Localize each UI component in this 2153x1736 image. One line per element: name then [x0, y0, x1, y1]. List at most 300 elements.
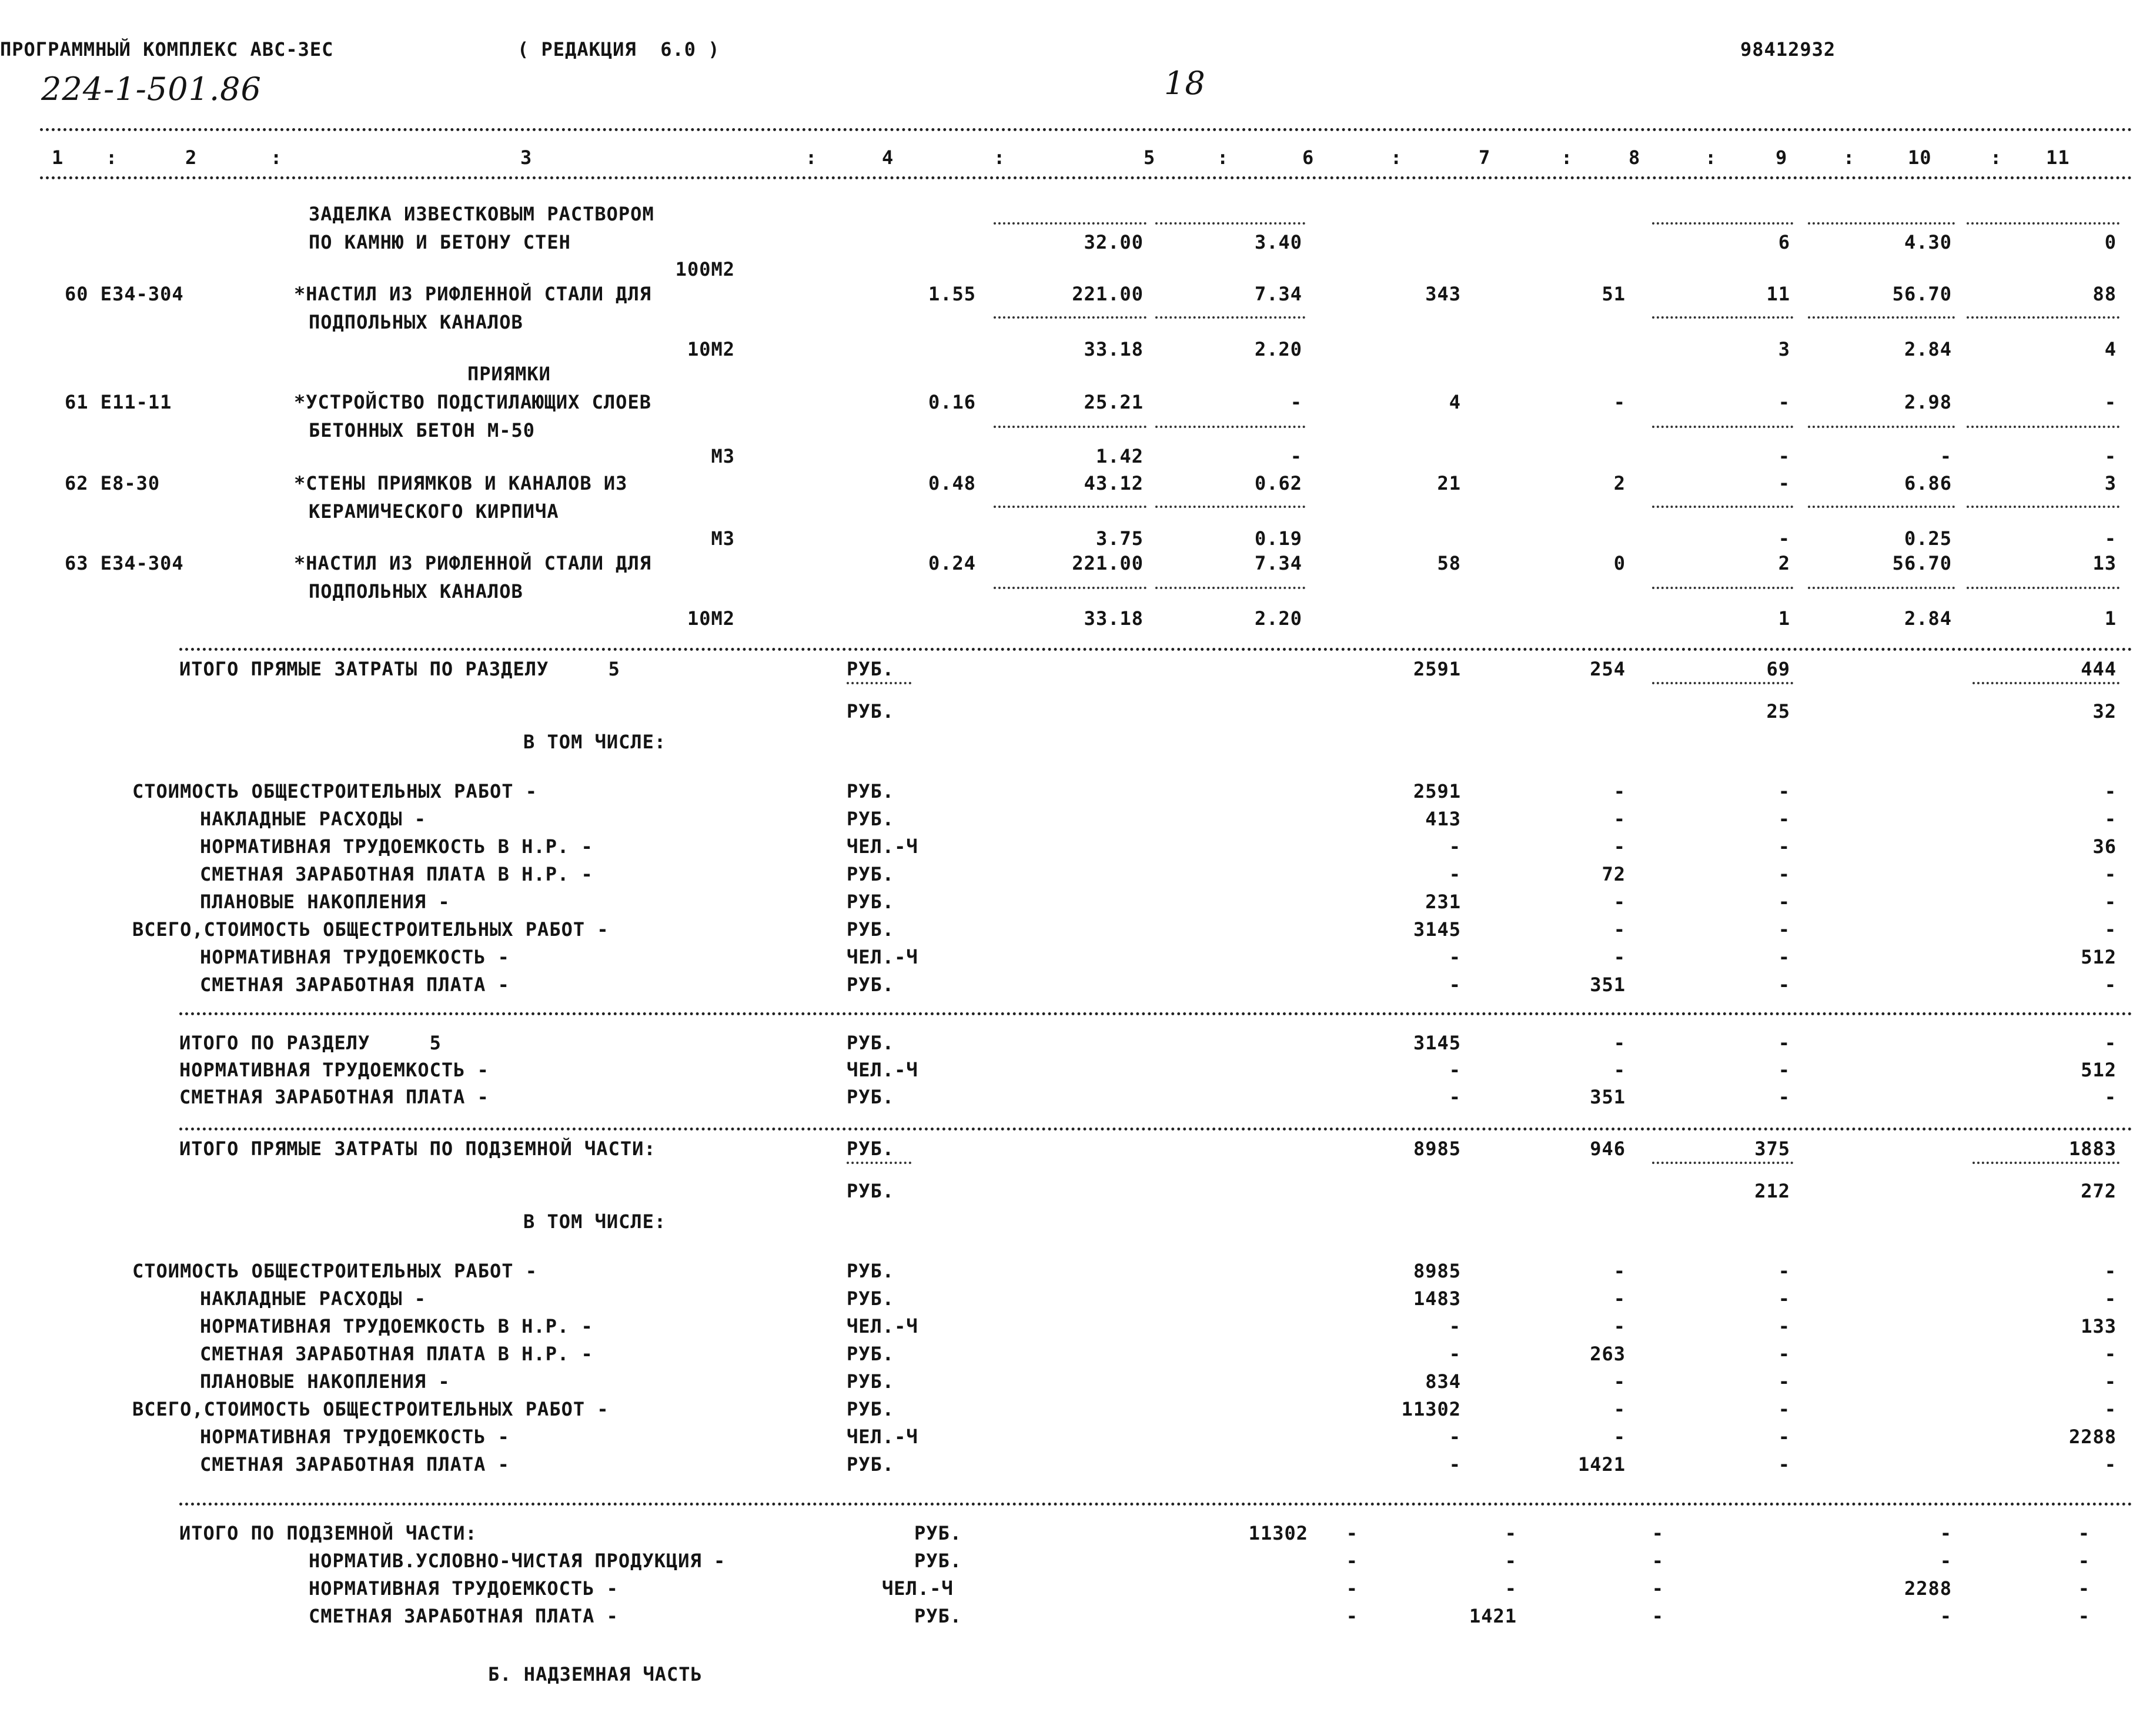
column-header-cell: : [106, 146, 118, 169]
section-total-unit: РУБ. [847, 1032, 895, 1054]
dotted-separator [1652, 222, 1793, 225]
cell-c11: 4 [2104, 338, 2117, 360]
cell-c5: 221.00 [1072, 552, 1144, 574]
cell-c4: 0.16 [928, 391, 976, 413]
summary-line-col9: - [1778, 863, 1790, 885]
section-total-col7: - [1449, 1086, 1461, 1108]
summary-line-label: ВСЕГО,СТОИМОСТЬ ОБЩЕСТРОИТЕЛЬНЫХ РАБОТ - [132, 918, 609, 941]
underground-total-c: - [1505, 1577, 1517, 1600]
summary-line-col11: - [2104, 780, 2117, 802]
summary-line-col7: 2591 [1413, 780, 1461, 802]
underground-total-d: - [1651, 1605, 1664, 1627]
summary-line-col7: 8985 [1413, 1260, 1461, 1282]
cell-c6: 0.62 [1254, 472, 1302, 494]
cell-c6: 0.19 [1254, 527, 1302, 550]
summary-line-col7: 413 [1425, 808, 1461, 830]
dotted-separator [994, 316, 1146, 319]
summary-line-col8: - [1613, 1287, 1626, 1310]
summary-line-col8: - [1613, 835, 1626, 858]
summary-line-col11: 36 [2092, 835, 2117, 858]
cell-c7: 4 [1449, 391, 1461, 413]
summary-line-col11: - [2104, 974, 2117, 996]
column-header-cell: 3 [520, 146, 533, 169]
item-description: *НАСТИЛ ИЗ РИФЛЕННОЙ СТАЛИ ДЛЯ [294, 552, 651, 574]
summary-line-col11: 133 [2081, 1315, 2117, 1337]
summary-line-col11: - [2104, 1260, 2117, 1282]
column-header-cell: 11 [2046, 146, 2070, 169]
summary-line-label: НОРМАТИВНАЯ ТРУДОЕМКОСТЬ - [200, 946, 510, 968]
summary-line-col9: - [1778, 1398, 1790, 1420]
cell-c5: 43.12 [1084, 472, 1144, 494]
cell-c10: 2.84 [1904, 607, 1952, 630]
next-section-title: Б. НАДЗЕМНАЯ ЧАСТЬ [488, 1663, 703, 1685]
underground-total-c: 1421 [1469, 1605, 1517, 1627]
section-rule [179, 1503, 2133, 1506]
summary-line-col7: - [1449, 863, 1461, 885]
section-total-col8: - [1613, 1032, 1626, 1054]
summary-line-col9: - [1778, 1260, 1790, 1282]
summary-line-col11: - [2104, 863, 2117, 885]
section-total-col9: - [1778, 1032, 1790, 1054]
summary-line-col11: - [2104, 808, 2117, 830]
column-header-cell: : [1843, 146, 1856, 169]
summary-line-col7: - [1449, 1426, 1461, 1448]
cell-c8: 0 [1613, 552, 1626, 574]
summary-line-col8: - [1613, 1370, 1626, 1393]
section-total-col8: 351 [1590, 1086, 1626, 1108]
summary-line-col8: - [1613, 808, 1626, 830]
cell-c11: - [2104, 527, 2117, 550]
cell-c11: 0 [2104, 231, 2117, 253]
section-total-col9: - [1778, 1059, 1790, 1081]
cell-c6: 3.40 [1254, 231, 1302, 253]
cell-c11: - [2104, 391, 2117, 413]
document-number: 224-1-501.86 [41, 71, 262, 108]
summary-line-col7: - [1449, 946, 1461, 968]
summary-line-col9: - [1778, 780, 1790, 802]
header-rule [40, 176, 2133, 179]
summary-col11-b: 272 [2081, 1180, 2117, 1202]
summary-line-label: СМЕТНАЯ ЗАРАБОТНАЯ ПЛАТА - [200, 1453, 510, 1476]
column-header-cell: 8 [1629, 146, 1641, 169]
summary-line-label: ВСЕГО,СТОИМОСТЬ ОБЩЕСТРОИТЕЛЬНЫХ РАБОТ - [132, 1398, 609, 1420]
summary-line-unit: РУБ. [847, 1398, 895, 1420]
cell-c8: 51 [1602, 283, 1626, 305]
underground-total-unit: РУБ. [914, 1605, 962, 1627]
cell-c5: 25.21 [1084, 391, 1144, 413]
dotted-separator [994, 506, 1146, 508]
cell-c5: 1.42 [1095, 445, 1144, 467]
summary-line-label: СМЕТНАЯ ЗАРАБОТНАЯ ПЛАТА В Н.Р. - [200, 863, 593, 885]
column-header-cell: : [1561, 146, 1573, 169]
dotted-separator [1652, 587, 1793, 589]
item-description: *НАСТИЛ ИЗ РИФЛЕННОЙ СТАЛИ ДЛЯ [294, 283, 651, 305]
underground-total-unit: ЧЕЛ.-Ч [882, 1577, 954, 1600]
including-heading: В ТОМ ЧИСЛЕ: [523, 731, 667, 753]
section-rule [179, 1012, 2133, 1015]
item-unit: 10М2 [687, 607, 735, 630]
item-description: ПОДПОЛЬНЫХ КАНАЛОВ [309, 580, 523, 603]
section-total-col11: - [2104, 1086, 2117, 1108]
underground-total-f: - [2078, 1605, 2090, 1627]
summary-line-col11: - [2104, 1370, 2117, 1393]
summary-line-col7: 3145 [1413, 918, 1461, 941]
item-number: 62 Е8-30 [65, 472, 161, 494]
cell-c10: 6.86 [1904, 472, 1952, 494]
summary-unit: РУБ. [847, 658, 895, 680]
item-unit: 100М2 [675, 258, 735, 280]
dotted-separator [1967, 506, 2119, 508]
dotted-separator [1652, 506, 1793, 508]
underground-total-label: СМЕТНАЯ ЗАРАБОТНАЯ ПЛАТА - [309, 1605, 619, 1627]
underground-total-b: - [1346, 1577, 1358, 1600]
cell-c7: 58 [1437, 552, 1461, 574]
column-header-cell: : [994, 146, 1006, 169]
column-header-cell: 9 [1776, 146, 1788, 169]
dotted-separator [1967, 316, 2119, 319]
underground-total-d: - [1651, 1550, 1664, 1572]
summary-line-unit: РУБ. [847, 808, 895, 830]
page-number: 18 [1164, 65, 1206, 102]
summary-line-col7: - [1449, 835, 1461, 858]
section-rule [179, 1128, 2133, 1130]
cell-c7: 21 [1437, 472, 1461, 494]
underground-total-a: 11302 [1248, 1522, 1308, 1544]
underground-total-e: - [1940, 1605, 1952, 1627]
column-header-cell: 1 [52, 146, 64, 169]
cell-c5: 32.00 [1084, 231, 1144, 253]
section-total-col11: - [2104, 1032, 2117, 1054]
summary-line-col8: 1421 [1577, 1453, 1626, 1476]
column-header-cell: 7 [1479, 146, 1491, 169]
column-header-cell: : [1390, 146, 1403, 169]
summary-line-unit: ЧЕЛ.-Ч [847, 1426, 918, 1448]
dotted-separator [1808, 587, 1955, 589]
dotted-separator [1155, 426, 1305, 428]
underground-total-unit: РУБ. [914, 1522, 962, 1544]
underground-total-e: - [1940, 1550, 1952, 1572]
dotted-separator [1808, 426, 1955, 428]
section-total-col8: - [1613, 1059, 1626, 1081]
column-header-cell: : [805, 146, 818, 169]
summary-line-col7: 11302 [1401, 1398, 1461, 1420]
summary-line-unit: ЧЕЛ.-Ч [847, 1315, 918, 1337]
cell-c10: 0.25 [1904, 527, 1952, 550]
item-unit: 10М2 [687, 338, 735, 360]
summary-line-unit: ЧЕЛ.-Ч [847, 835, 918, 858]
underground-total-f: - [2078, 1550, 2090, 1572]
underground-total-unit: РУБ. [914, 1550, 962, 1572]
summary-line-label: СТОИМОСТЬ ОБЩЕСТРОИТЕЛЬНЫХ РАБОТ - [132, 1260, 538, 1282]
section-total-col7: 3145 [1413, 1032, 1461, 1054]
item-description: КЕРАМИЧЕСКОГО КИРПИЧА [309, 500, 559, 523]
section-total-unit: ЧЕЛ.-Ч [847, 1059, 918, 1081]
column-header-cell: 5 [1144, 146, 1156, 169]
summary-line-col8: - [1613, 780, 1626, 802]
column-header-cell: 10 [1908, 146, 1932, 169]
summary-line-col11: 512 [2081, 946, 2117, 968]
dotted-separator [1967, 426, 2119, 428]
summary-line-unit: РУБ. [847, 863, 895, 885]
cell-c9: 6 [1778, 231, 1790, 253]
summary-line-label: НОРМАТИВНАЯ ТРУДОЕМКОСТЬ - [200, 1426, 510, 1448]
cell-c5: 33.18 [1084, 338, 1144, 360]
cell-c10: 56.70 [1892, 552, 1952, 574]
summary-line-col9: - [1778, 946, 1790, 968]
cell-c9: 1 [1778, 607, 1790, 630]
section-total-col9: - [1778, 1086, 1790, 1108]
item-description: *УСТРОЙСТВО ПОДСТИЛАЮЩИХ СЛОЕВ [294, 391, 651, 413]
summary-line-col8: 72 [1602, 863, 1626, 885]
underground-total-d: - [1651, 1577, 1664, 1600]
summary-line-col7: - [1449, 974, 1461, 996]
summary-col11-b: 32 [2092, 700, 2117, 723]
summary-line-unit: ЧЕЛ.-Ч [847, 946, 918, 968]
cell-c10: 2.98 [1904, 391, 1952, 413]
cell-c10: 4.30 [1904, 231, 1952, 253]
dotted-separator [847, 1162, 911, 1164]
underground-total-b: - [1346, 1605, 1358, 1627]
summary-col11: 1883 [2068, 1138, 2117, 1160]
dotted-separator [1652, 1162, 1793, 1164]
section-total-label: СМЕТНАЯ ЗАРАБОТНАЯ ПЛАТА - [179, 1086, 489, 1108]
cell-c11: 3 [2104, 472, 2117, 494]
summary-line-col11: 2288 [2068, 1426, 2117, 1448]
summary-line-col8: - [1613, 946, 1626, 968]
summary-line-unit: РУБ. [847, 1287, 895, 1310]
cell-c11: 13 [2092, 552, 2117, 574]
dotted-separator [1967, 587, 2119, 589]
section-total-label: НОРМАТИВНАЯ ТРУДОЕМКОСТЬ - [179, 1059, 489, 1081]
section-total-col11: 512 [2081, 1059, 2117, 1081]
summary-col7: 2591 [1413, 658, 1461, 680]
program-edition: ( РЕДАКЦИЯ 6.0 ) [517, 38, 720, 61]
cell-c9: 11 [1766, 283, 1790, 305]
summary-line-label: НОРМАТИВНАЯ ТРУДОЕМКОСТЬ В Н.Р. - [200, 1315, 593, 1337]
summary-col9-b: 25 [1766, 700, 1790, 723]
item-description: ЗАДЕЛКА ИЗВЕСТКОВЫМ РАСТВОРОМ [309, 203, 654, 225]
cell-c6: - [1290, 391, 1302, 413]
underground-total-c: - [1505, 1550, 1517, 1572]
cell-c5: 221.00 [1072, 283, 1144, 305]
cell-c9: 3 [1778, 338, 1790, 360]
summary-line-col8: - [1613, 918, 1626, 941]
dotted-separator [847, 682, 911, 684]
summary-line-col7: 1483 [1413, 1287, 1461, 1310]
underground-total-c: - [1505, 1522, 1517, 1544]
summary-unit-2: РУБ. [847, 700, 895, 723]
column-header-cell: : [1217, 146, 1229, 169]
summary-line-unit: РУБ. [847, 1370, 895, 1393]
summary-line-col9: - [1778, 1343, 1790, 1365]
cell-c5: 3.75 [1095, 527, 1144, 550]
dotted-separator [1652, 426, 1793, 428]
cell-c6: 2.20 [1254, 607, 1302, 630]
summary-col7: 8985 [1413, 1138, 1461, 1160]
dotted-separator [1967, 222, 2119, 225]
summary-line-col9: - [1778, 1287, 1790, 1310]
cell-c9: - [1778, 391, 1790, 413]
summary-line-col7: 231 [1425, 891, 1461, 913]
column-header-cell: 6 [1302, 146, 1315, 169]
underground-total-label: ИТОГО ПО ПОДЗЕМНОЙ ЧАСТИ: [179, 1522, 477, 1544]
cell-c6: 2.20 [1254, 338, 1302, 360]
cell-c5: 33.18 [1084, 607, 1144, 630]
item-number: 63 Е34-304 [65, 552, 184, 574]
top-rule [40, 128, 2133, 131]
summary-line-unit: РУБ. [847, 1343, 895, 1365]
dotted-separator [1155, 587, 1305, 589]
summary-line-col8: - [1613, 1260, 1626, 1282]
cell-c9: - [1778, 445, 1790, 467]
summary-line-label: ПЛАНОВЫЕ НАКОПЛЕНИЯ - [200, 891, 450, 913]
dotted-separator [1652, 682, 1793, 684]
summary-line-col9: - [1778, 808, 1790, 830]
dotted-separator [1973, 682, 2119, 684]
summary-col9-b: 212 [1754, 1180, 1790, 1202]
item-number: 61 Е11-11 [65, 391, 172, 413]
underground-total-b: - [1346, 1522, 1358, 1544]
column-header-cell: : [270, 146, 283, 169]
item-number: 60 Е34-304 [65, 283, 184, 305]
cell-c9: 2 [1778, 552, 1790, 574]
summary-line-col9: - [1778, 835, 1790, 858]
summary-line-col9: - [1778, 1315, 1790, 1337]
underground-total-b: - [1346, 1550, 1358, 1572]
including-heading: В ТОМ ЧИСЛЕ: [523, 1210, 667, 1233]
cell-c10: - [1940, 445, 1952, 467]
summary-col8: 254 [1590, 658, 1626, 680]
summary-line-col11: - [2104, 918, 2117, 941]
summary-line-unit: РУБ. [847, 1260, 895, 1282]
summary-line-col9: - [1778, 974, 1790, 996]
item-description: *СТЕНЫ ПРИЯМКОВ И КАНАЛОВ ИЗ [294, 472, 628, 494]
summary-line-unit: РУБ. [847, 780, 895, 802]
cell-c8: - [1613, 391, 1626, 413]
summary-line-col9: - [1778, 1426, 1790, 1448]
program-title: ПРОГРАММНЫЙ КОМПЛЕКС АВС-ЗЕС [0, 38, 334, 61]
underground-total-label: НОРМАТИВ.УСЛОВНО-ЧИСТАЯ ПРОДУКЦИЯ - [309, 1550, 726, 1572]
underground-total-e: - [1940, 1522, 1952, 1544]
underground-total-f: - [2078, 1522, 2090, 1544]
summary-line-label: НАКЛАДНЫЕ РАСХОДЫ - [200, 1287, 427, 1310]
summary-line-col11: - [2104, 1287, 2117, 1310]
dotted-separator [1808, 316, 1955, 319]
summary-unit-2: РУБ. [847, 1180, 895, 1202]
summary-line-col8: 263 [1590, 1343, 1626, 1365]
dotted-separator [994, 222, 1146, 225]
item-description: БЕТОННЫХ БЕТОН М-50 [309, 419, 536, 441]
dotted-separator [1973, 1162, 2119, 1164]
column-header-cell: : [1705, 146, 1717, 169]
summary-line-col8: - [1613, 1426, 1626, 1448]
cell-c11: 1 [2104, 607, 2117, 630]
summary-line-col7: - [1449, 1453, 1461, 1476]
summary-line-col7: 834 [1425, 1370, 1461, 1393]
cell-c9: - [1778, 527, 1790, 550]
summary-line-label: ПЛАНОВЫЕ НАКОПЛЕНИЯ - [200, 1370, 450, 1393]
cell-c7: 343 [1425, 283, 1461, 305]
summary-line-unit: РУБ. [847, 918, 895, 941]
summary-line-label: СМЕТНАЯ ЗАРАБОТНАЯ ПЛАТА - [200, 974, 510, 996]
cell-c11: 88 [2092, 283, 2117, 305]
summary-unit: РУБ. [847, 1138, 895, 1160]
dotted-separator [1808, 506, 1955, 508]
summary-line-col7: - [1449, 1343, 1461, 1365]
summary-line-col9: - [1778, 918, 1790, 941]
summary-line-col9: - [1778, 1453, 1790, 1476]
cell-c10: 2.84 [1904, 338, 1952, 360]
summary-line-col7: - [1449, 1315, 1461, 1337]
item-description: ПО КАМНЮ И БЕТОНУ СТЕН [309, 231, 571, 253]
cell-c6: 7.34 [1254, 283, 1302, 305]
underground-total-label: НОРМАТИВНАЯ ТРУДОЕМКОСТЬ - [309, 1577, 619, 1600]
summary-title: ИТОГО ПРЯМЫЕ ЗАТРАТЫ ПО РАЗДЕЛУ 5 [179, 658, 620, 680]
summary-line-col9: - [1778, 1370, 1790, 1393]
summary-line-col11: - [2104, 1343, 2117, 1365]
item-unit: М3 [711, 445, 735, 467]
summary-line-col11: - [2104, 1398, 2117, 1420]
summary-col8: 946 [1590, 1138, 1626, 1160]
cell-c9: - [1778, 472, 1790, 494]
summary-line-col11: - [2104, 1453, 2117, 1476]
summary-line-col8: - [1613, 1398, 1626, 1420]
dotted-separator [994, 587, 1146, 589]
section-total-col7: - [1449, 1059, 1461, 1081]
dotted-separator [1652, 316, 1793, 319]
summary-line-label: СМЕТНАЯ ЗАРАБОТНАЯ ПЛАТА В Н.Р. - [200, 1343, 593, 1365]
summary-col11: 444 [2081, 658, 2117, 680]
summary-line-col11: - [2104, 891, 2117, 913]
summary-line-col8: 351 [1590, 974, 1626, 996]
dotted-separator [994, 426, 1146, 428]
summary-line-label: НОРМАТИВНАЯ ТРУДОЕМКОСТЬ В Н.Р. - [200, 835, 593, 858]
column-header-cell: 4 [882, 146, 894, 169]
cell-c6: - [1290, 445, 1302, 467]
item-unit: М3 [711, 527, 735, 550]
summary-line-col8: - [1613, 1315, 1626, 1337]
cell-c4: 1.55 [928, 283, 976, 305]
summary-line-unit: РУБ. [847, 1453, 895, 1476]
summary-line-col9: - [1778, 891, 1790, 913]
section-total-unit: РУБ. [847, 1086, 895, 1108]
cell-c8: 2 [1613, 472, 1626, 494]
summary-line-col8: - [1613, 891, 1626, 913]
summary-line-label: НАКЛАДНЫЕ РАСХОДЫ - [200, 808, 427, 830]
underground-total-d: - [1651, 1522, 1664, 1544]
summary-title: ИТОГО ПРЯМЫЕ ЗАТРАТЫ ПО ПОДЗЕМНОЙ ЧАСТИ: [179, 1138, 656, 1160]
summary-col9: 69 [1766, 658, 1790, 680]
underground-total-e: 2288 [1904, 1577, 1952, 1600]
subsection-title: ПРИЯМКИ [467, 363, 551, 385]
summary-line-label: СТОИМОСТЬ ОБЩЕСТРОИТЕЛЬНЫХ РАБОТ - [132, 780, 538, 802]
dotted-separator [1155, 222, 1305, 225]
cell-c4: 0.48 [928, 472, 976, 494]
cell-c6: 7.34 [1254, 552, 1302, 574]
section-total-label: ИТОГО ПО РАЗДЕЛУ 5 [179, 1032, 442, 1054]
cell-c11: - [2104, 445, 2117, 467]
dotted-separator [1155, 316, 1305, 319]
column-header-cell: 2 [185, 146, 198, 169]
summary-line-unit: РУБ. [847, 891, 895, 913]
cell-c4: 0.24 [928, 552, 976, 574]
cell-c10: 56.70 [1892, 283, 1952, 305]
item-description: ПОДПОЛЬНЫХ КАНАЛОВ [309, 311, 523, 333]
summary-line-unit: РУБ. [847, 974, 895, 996]
dotted-separator [1155, 506, 1305, 508]
underground-total-f: - [2078, 1577, 2090, 1600]
dotted-separator [1808, 222, 1955, 225]
